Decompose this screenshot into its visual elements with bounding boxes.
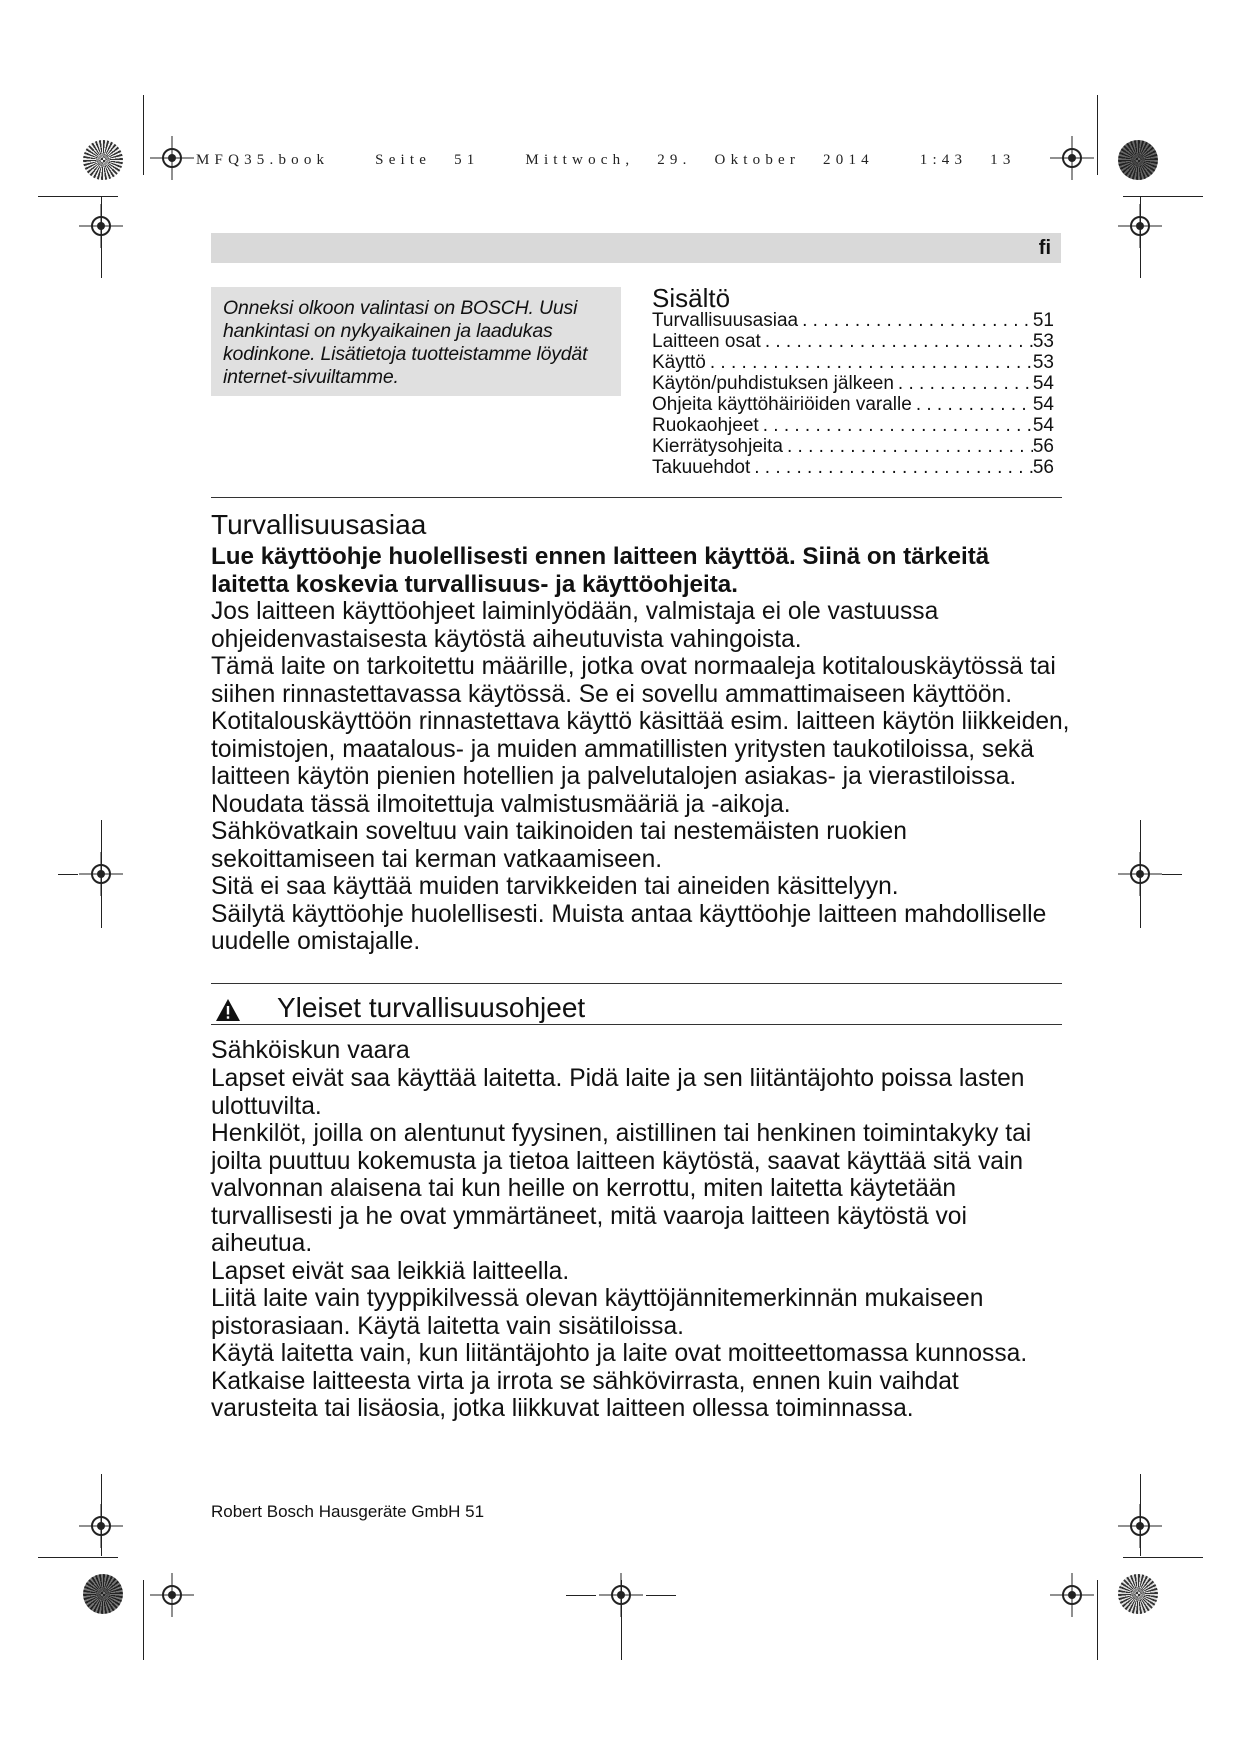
color-rose-icon <box>83 140 123 180</box>
paragraph: Lapset eivät saa käyttää laitetta. Pidä laite ja sen liitäntäjohto poissa lasten ulottuvilta. <box>211 1065 1025 1120</box>
registration-mark-icon <box>1050 1573 1094 1617</box>
toc-item-label: Ohjeita käyttöhäiriöiden varalle <box>652 394 912 415</box>
warning-triangle-icon <box>215 998 241 1022</box>
toc-leader <box>706 352 1033 373</box>
paragraph: Jos laitteen käyttöohjeet laiminlyödään, valmistaja ei ole vastuussa ohjeidenvastaisesta käytöstä aiheutuvista vahingoista. <box>211 598 939 653</box>
registration-mark-icon <box>150 1573 194 1617</box>
toc-item[interactable] <box>652 310 1054 331</box>
page-footer: Robert Bosch Hausgeräte GmbH 51 <box>211 1502 485 1521</box>
toc-leader <box>912 394 1033 415</box>
electric-shock-section <box>211 1036 1071 1423</box>
toc-item[interactable] <box>652 415 1054 436</box>
registration-mark-icon <box>79 852 123 896</box>
paragraph: Tämä laite on tarkoitettu määrille, jotka ovat normaaleja kotitalouskäytössä tai siihen rinnastettavassa käytössä. Se ei sovellu ammattimaiseen käyttöön. Kotitalouskäyttöön rinnastettava käyttö käsittää esim. laitteen käytön liikkeiden, toimistojen, maatalous- ja muiden ammatillisten yritysten taukotiloissa, sekä laitteen käytön pienien hotellien ja palvelutalojen asiakas- ja vierastiloissa. <box>211 653 1070 790</box>
toc-item-label: Käyttö <box>652 352 706 373</box>
toc-item-page: 56 <box>1032 436 1054 457</box>
toc-item-label: Ruokaohjeet <box>652 415 759 436</box>
toc-item-page: 54 <box>1032 373 1054 394</box>
safety-lead: Lue käyttöohje huolellisesti ennen laitteen käyttöä. Siinä on tärkeitä laitetta koskevia turvallisuus- ja käyttöohjeita. <box>211 543 990 598</box>
registration-mark-icon <box>1050 136 1094 180</box>
paragraph: Henkilöt, joilla on alentunut fyysinen, aistillinen tai henkinen toimintakyky tai joilta puuttuu kokemusta ja tietoa laitteen käytöstä, saavat käyttää sitä vain valvonnan alaisena tai kun heille on kerrottu, miten laitetta käytetään turvallisesti ja he ovat ymmärtäneet, mitä vaaroja laitteen käytöstä voi aiheutua. <box>211 1120 1032 1257</box>
registration-mark-icon <box>1118 852 1162 896</box>
toc-item-page: 53 <box>1032 352 1054 373</box>
toc-item-label: Kierrätysohjeita <box>652 436 783 457</box>
color-rose-icon <box>1118 140 1158 180</box>
toc-item[interactable] <box>652 457 1054 478</box>
toc-item-page: 53 <box>1032 331 1054 352</box>
toc-leader <box>759 415 1033 436</box>
toc-item[interactable] <box>652 436 1054 457</box>
toc-leader <box>783 436 1033 457</box>
paragraph: Käytä laitetta vain, kun liitäntäjohto ja laite ovat moitteettomassa kunnossa. <box>211 1340 1028 1367</box>
registration-mark-icon <box>1118 1504 1162 1548</box>
toc-item[interactable] <box>652 331 1054 352</box>
registration-mark-icon <box>150 136 194 180</box>
section-title: Yleiset turvallisuusohjeet <box>277 992 586 1023</box>
section-divider <box>211 983 1062 984</box>
intro-text: Onneksi olkoon valintasi on BOSCH. Uusi hankintasi on nykyaikainen ja laadukas kodinkone. Lisätietoja tuotteistamme löydät internet-sivuiltamme. <box>223 297 588 388</box>
paragraph: Liitä laite vain tyyppikilvessä olevan käyttöjännitemerkinnän mukaiseen pistorasiaan. Käytä laitetta vain sisätiloissa. <box>211 1285 984 1340</box>
toc-leader <box>750 457 1033 478</box>
book-header: MFQ35.book Seite 51 Mittwoch, 29. Oktober 2014 1:43 13 <box>196 152 1016 168</box>
toc-item-label: Käytön/puhdistuksen jälkeen <box>652 373 894 394</box>
color-rose-icon <box>1118 1574 1158 1614</box>
paragraph: Lapset eivät saa leikkiä laitteella. <box>211 1257 570 1285</box>
toc-item-label: Laitteen osat <box>652 331 761 352</box>
toc-item-page: 54 <box>1032 415 1054 436</box>
language-bar <box>211 233 1061 263</box>
registration-mark-icon <box>599 1573 643 1617</box>
toc-item-page: 56 <box>1032 457 1054 478</box>
toc-item-page: 54 <box>1032 394 1054 415</box>
intro-box <box>211 287 621 396</box>
section-divider <box>211 497 1062 498</box>
paragraph: Katkaise laitteesta virta ja irrota se sähkövirrasta, ennen kuin vaihdat varusteita tai lisäosia, jotka liikkuvat laitteen ollessa toiminnassa. <box>211 1367 959 1422</box>
toc-leader <box>894 373 1033 394</box>
toc-item[interactable] <box>652 394 1054 415</box>
toc-item-label: Turvallisuusasiaa <box>652 310 799 331</box>
toc-item[interactable] <box>652 373 1054 394</box>
registration-mark-icon <box>79 1504 123 1548</box>
paragraph: Säilytä käyttöohje huolellisesti. Muista antaa käyttöohje laitteen mahdolliselle uudelle omistajalle. <box>211 900 1047 955</box>
section-title: Turvallisuusasiaa <box>211 509 427 540</box>
paragraph: Noudata tässä ilmoitettuja valmistusmääriä ja -aikoja. <box>211 790 791 818</box>
toc-item-page: 51 <box>1032 310 1054 331</box>
toc-leader <box>798 310 1033 331</box>
registration-mark-icon <box>79 204 123 248</box>
section-divider <box>211 1024 1062 1025</box>
paragraph: Sähkövatkain soveltuu vain taikinoiden tai nestemäisten ruokien sekoittamiseen tai kerman vatkaamiseen. <box>211 818 907 873</box>
registration-mark-icon <box>1118 204 1162 248</box>
safety-section <box>211 507 1071 956</box>
toc-title: Sisältö <box>652 283 731 313</box>
warning-heading <box>211 990 1062 1028</box>
toc-item[interactable] <box>652 352 1054 373</box>
subsection-title: Sähköiskun vaara <box>211 1036 410 1064</box>
toc-leader <box>761 331 1033 352</box>
table-of-contents <box>652 310 1054 478</box>
toc-item-label: Takuuehdot <box>652 457 751 478</box>
language-code: fi <box>1038 237 1051 259</box>
color-rose-icon <box>83 1574 123 1614</box>
paragraph: Sitä ei saa käyttää muiden tarvikkeiden tai aineiden käsittelyyn. <box>211 873 899 900</box>
